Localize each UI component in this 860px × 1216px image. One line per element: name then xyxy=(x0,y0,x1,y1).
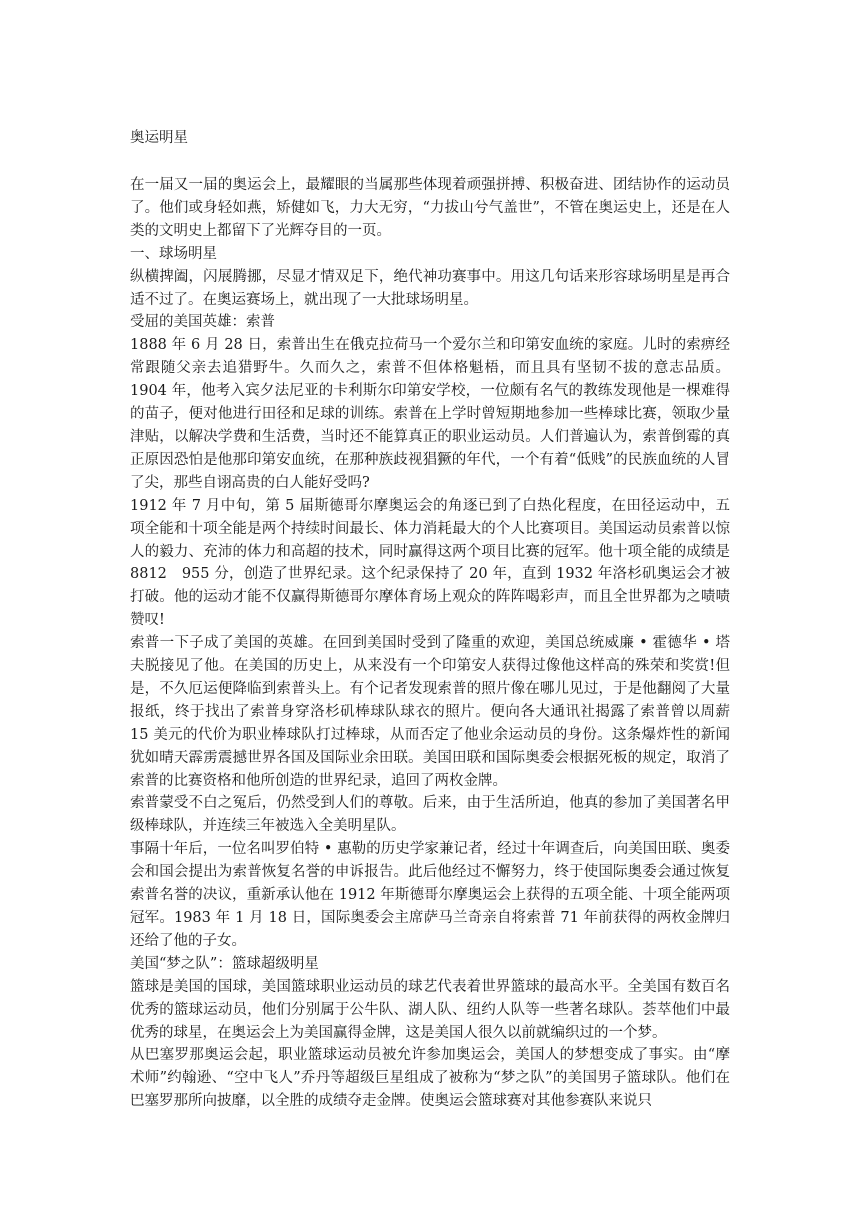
document-title: 奥运明星 xyxy=(130,130,188,146)
paragraph: 从巴塞罗那奥运会起，职业篮球运动员被允许参加奥运会，美国人的梦想变成了事实。由“摩术师”约翰逊、“空中飞人”乔丹等超级巨星组成了被称为“梦之队”的美国男子篮球队。他们在巴塞罗那所向披靡，以全胜的成绩夺走金牌。使奥运会篮球赛对其他参赛队来说只 xyxy=(130,1047,730,1110)
paragraph: 1912 年 7 月中旬，第 5 届斯德哥尔摩奥运会的角逐已到了白热化程度，在田径运动中，五项全能和十项全能是两个持续时间最长、体力消耗最大的个人比赛项目。美国运动员索普以惊人的毅力、充沛的体力和高超的技术，同时赢得这两个项目比赛的冠军。他十项全能的成绩是 8812 955 分，创造了世界纪录。这个纪录保持了 20 年，直到 1932 年洛杉矶奥运会才被打破。他的运动才能不仅赢得斯德哥尔摩体育场上观众的阵阵喝彩声，而且全世界都为之啧啧赞叹! xyxy=(130,497,730,629)
paragraph: 索普一下子成了美国的英雄。在回到美国时受到了隆重的欢迎，美国总统威廉 • 霍德华 • 塔夫脱接见了他。在美国的历史上，从来没有一个印第安人获得过像他这样高的殊荣和奖赏!但是，不久厄运便降临到索普头上。有个记者发现索普的照片像在哪儿见过，于是他翻阅了大量报纸，终于找出了索普身穿洛杉矶棒球队球衣的照片。便向各大通讯社揭露了索普曾以周薪 15 美元的代价为职业棒球队打过棒球，从而否定了他业余运动员的身份。这条爆炸性的新闻犹如晴天霹雳震撼世界各国及国际业余田联。美国田联和国际奥委会根据死板的规定，取消了索普的比赛资格和他所创造的世界纪录，追回了两枚金牌。 xyxy=(130,635,730,789)
section-heading: 一、球场明星 xyxy=(130,245,217,262)
paragraph: 索普蒙受不白之冤后，仍然受到人们的尊敬。后来，由于生活所迫，他真的参加了美国著名甲级棒球队，并连续三年被选入全美明星队。 xyxy=(130,795,730,835)
subsection-heading: 受屈的美国英雄：索普 xyxy=(130,314,275,331)
subsection-heading: 美国“梦之队”：篮球超级明星 xyxy=(130,955,319,972)
paragraph: 篮球是美国的国球，美国篮球职业运动员的球艺代表着世界篮球的最高水平。全美国有数百名优秀的篮球运动员，他们分别属于公牛队、湖人队、纽约人队等一些著名球队。荟萃他们中最优秀的球星，在奥运会上为美国赢得金牌，这是美国人很久以前就编织过的一个梦。 xyxy=(130,978,730,1041)
paragraph: 1888 年 6 月 28 日，索普出生在俄克拉荷马一个爱尔兰和印第安血统的家庭。儿时的索痹经常跟随父亲去追猎野牛。久而久之，索普不但体格魁梧，而且具有坚韧不拔的意志品质。1904 年，他考入宾夕法尼亚的卡利斯尔印第安学校，一位颇有名气的教练发现他是一棵难得的苗子，便对他进行田径和足球的训练。索普在上学时曾短期地参加一些棒球比赛，领取少量津贴，以解决学费和生活费，当时还不能算真正的职业运动员。人们普遍认为，索普倒霉的真正原因恐怕是他那印第安血统，在那种族歧视猖獗的年代，一个有着“低贱”的民族血统的人冒了尖，那些自诩高贵的白人能好受吗? xyxy=(130,337,730,491)
intro-paragraph: 在一届又一届的奥运会上，最耀眼的当属那些体现着顽强拼搏、积极奋进、团结协作的运动员了。他们或身轻如燕，矫健如飞，力大无穷，“力拔山兮气盖世”，不管在奥运史上，还是在人类的文明史上都留下了光辉夺目的一页。 xyxy=(130,177,730,239)
paragraph: 事隔十年后，一位名叫罗伯特 • 惠勒的历史学家兼记者，经过十年调查后，向美国田联、奥委会和国会提出为索普恢复名誉的申诉报告。此后他经过不懈努力，终于使国际奥委会通过恢复索普名誉的决议，重新承认他在 1912 年斯德哥尔摩奥运会上获得的五项全能、十项全能两项冠军。1983 年 1 月 18 日，国际奥委会主席萨马兰奇亲自将索普 71 年前获得的两枚金牌归还给了他的子女。 xyxy=(130,841,730,949)
document-body xyxy=(130,174,730,1113)
paragraph: 纵横捭阖，闪展腾挪，尽显才情双足下，绝代神功赛事中。用这几句话来形容球场明星是再合适不过了。在奥运赛场上，就出现了一大批球场明星。 xyxy=(130,268,730,308)
